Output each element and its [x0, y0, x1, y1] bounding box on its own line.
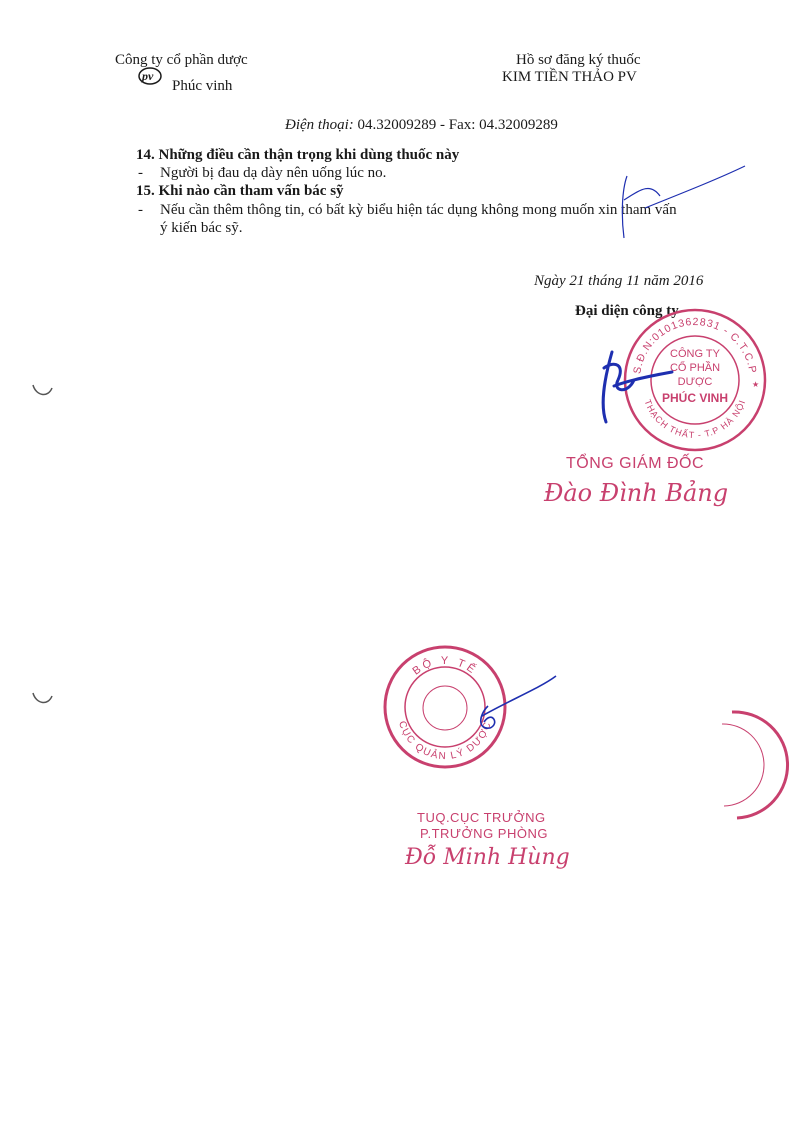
section-14-heading: 14. Những điều cần thận trọng khi dùng thuốc này — [136, 147, 460, 163]
section-15-heading: 15. Khi nào cần tham vấn bác sỹ — [136, 183, 344, 199]
phone-label: Điện thoại: — [285, 117, 354, 133]
date-year-label: năm — [639, 273, 674, 289]
bullet-dash: - — [138, 202, 143, 218]
date-month: 11 — [626, 273, 640, 289]
ministry-official-name: Đỗ Minh Hùng — [405, 845, 570, 870]
stamp-line: PHÚC VINH — [661, 391, 729, 405]
star-icon: ★ — [752, 380, 760, 389]
representative-label: Đại diện công ty — [575, 303, 679, 319]
stamp-ministry-name: BỘ Y TẾ — [410, 654, 480, 678]
company-name-line2: Phúc vinh — [172, 78, 233, 94]
stamp-line: CÔNG TY — [670, 348, 720, 360]
date-day: 21 — [569, 273, 585, 289]
director-title: TỔNG GIÁM ĐỐC — [566, 455, 705, 472]
logo-text: pv — [142, 69, 154, 83]
section-14-text: Người bị đau dạ dày nên uống lúc no. — [160, 165, 387, 181]
stamp-tax-id: S.Đ.N:0101362831 - C.T.C.P — [631, 315, 759, 375]
partial-stamp — [712, 710, 772, 830]
product-name: KIM TIỀN THẢO PV — [502, 69, 637, 85]
date-prefix: Ngày — [534, 273, 570, 289]
section-15-text-line1: Nếu cần thêm thông tin, có bất kỳ biểu hiện tác dụng không mong muốn xin tham vấn — [160, 202, 677, 218]
punch-hole-icon — [30, 382, 70, 402]
date-month-label: tháng — [584, 273, 627, 289]
ministry-title-line2: P.TRƯỞNG PHÒNG — [420, 826, 548, 841]
dossier-title: Hồ sơ đăng ký thuốc — [516, 52, 641, 68]
ministry-title-line1: TUQ.CỤC TRƯỞNG — [417, 810, 546, 825]
date-year: 2016 — [673, 273, 704, 289]
stamp-address: THẠCH THẤT - T.P HÀ NỘI — [642, 398, 748, 441]
company-name-line1: Công ty cổ phần dược — [115, 52, 248, 68]
punch-hole-icon — [30, 690, 70, 710]
phone-fax-value: 04.32009289 - Fax: 04.32009289 — [353, 117, 558, 133]
stamp-line: CỔ PHẦN — [669, 362, 721, 374]
director-name: Đào Đình Bảng — [544, 479, 729, 507]
stamp-line: DƯỢC — [677, 376, 713, 388]
section-15-text-line2: ý kiến bác sỹ. — [160, 220, 243, 236]
stamp-department-name: CỤC QUẢN LÝ DƯỢC — [396, 719, 494, 763]
bullet-dash: - — [138, 165, 143, 181]
